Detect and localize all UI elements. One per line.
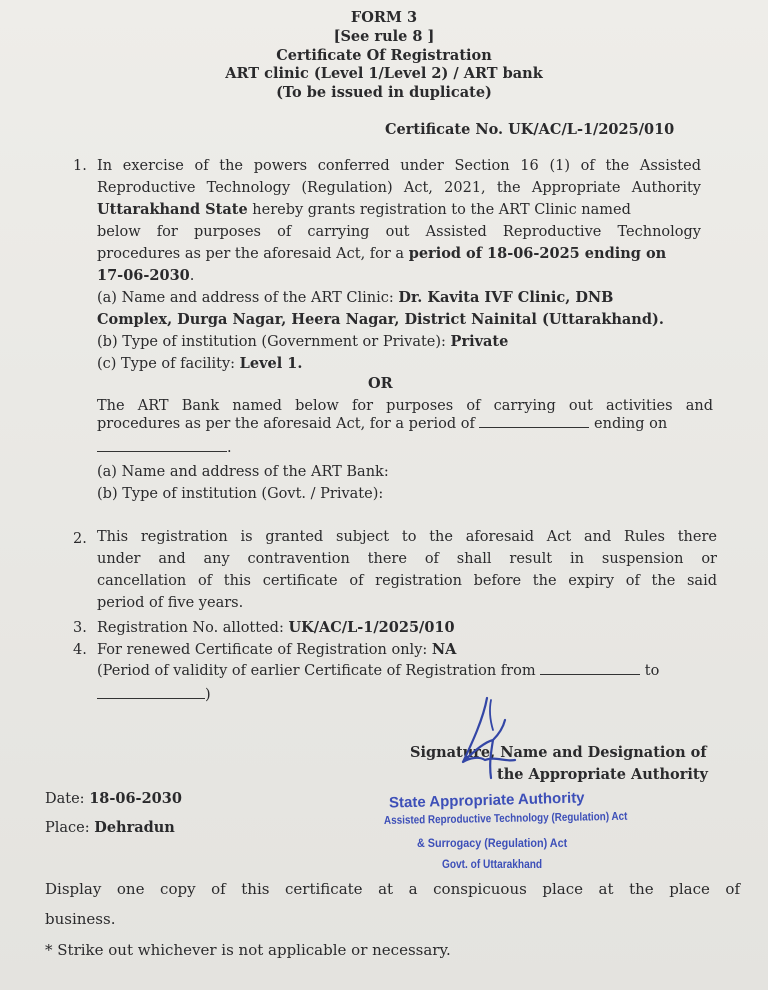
place-field — [45, 817, 175, 839]
or-separator: OR — [368, 375, 393, 392]
bank-text: . — [227, 440, 232, 456]
rule-reference: [See rule 8 ] — [333, 28, 435, 45]
item-2-number: 2. — [73, 531, 87, 547]
bank-text: ending on — [589, 416, 668, 432]
facility-type-field — [97, 353, 302, 375]
date-field — [45, 788, 182, 810]
bank-line — [97, 437, 232, 459]
item-2-line: This registration is granted subject to the aforesaid Act and Rules there — [97, 529, 717, 545]
renewal-text: to — [640, 663, 660, 679]
item-1-line — [97, 243, 666, 265]
field-label: For renewed Certificate of Registration only: — [97, 642, 432, 658]
field-value: UK/AC/L-1/2025/010 — [288, 619, 455, 636]
blank-line — [97, 439, 227, 452]
item-1-line: below for purposes of carrying out Assisted Reproductive Technology — [97, 224, 701, 240]
item-1-text: . — [189, 268, 195, 284]
field-value: Private — [450, 333, 509, 350]
duplicate-note: (To be issued in duplicate) — [276, 84, 492, 101]
field-label: (c) Type of facility: — [97, 356, 240, 372]
validity-end-date: 17-06-2030 — [97, 267, 190, 284]
field-label: (a) Name and address of the ART Clinic: — [97, 290, 399, 306]
display-instruction: business. — [45, 910, 116, 928]
handwritten-signature — [445, 690, 535, 790]
strike-note: * Strike out whichever is not applicable or necessary. — [45, 941, 451, 959]
renewal-text: ) — [205, 687, 211, 703]
clinic-address: Complex, Durga Nagar, Heera Nagar, District Nainital (Uttarakhand). — [97, 311, 664, 328]
field-label: Date: — [45, 791, 90, 807]
bank-line: The ART Bank named below for purposes of carrying out activities and — [97, 398, 713, 414]
registration-number-field — [97, 617, 455, 639]
stamp-title: State Appropriate Authority — [388, 789, 585, 812]
renewal-validity-line — [97, 684, 211, 706]
item-2-line: cancellation of this certificate of registration before the expiry of the said — [97, 573, 717, 589]
blank-line — [97, 686, 205, 699]
clinic-name-field — [97, 287, 613, 309]
bank-text: procedures as per the aforesaid Act, for a period of — [97, 416, 480, 432]
item-1-line — [97, 199, 631, 221]
item-2-line: under and any contravention there of shall result in suspension or — [97, 551, 717, 567]
document-title: Certificate Of Registration — [276, 47, 492, 64]
display-instruction: Display one copy of this certificate at a conspicuous place at the place of — [45, 880, 740, 898]
field-label: Registration No. allotted: — [97, 620, 289, 636]
field-value: Dr. Kavita IVF Clinic, DNB — [398, 289, 614, 306]
renewal-field — [97, 639, 456, 661]
validity-period: period of 18-06-2025 ending on — [408, 245, 667, 262]
signature-label: Signature, Name and Designation of — [410, 744, 707, 761]
authority-label: the Appropriate Authority — [497, 766, 708, 783]
item-1-text: hereby grants registration to the ART Clinic named — [247, 202, 631, 218]
field-value: NA — [431, 641, 457, 658]
blank-line — [540, 662, 640, 675]
item-1-line: Reproductive Technology (Regulation) Act, 2021, the Appropriate Authority — [97, 180, 701, 196]
field-value: Level 1. — [239, 355, 303, 372]
bank-line — [97, 413, 667, 435]
item-2-line: period of five years. — [97, 595, 244, 611]
bank-institution-field: (b) Type of institution (Govt. / Private): — [97, 486, 384, 502]
stamp-line: Govt. of Uttarakhand — [442, 859, 543, 871]
document-subtitle: ART clinic (Level 1/Level 2) / ART bank — [225, 65, 543, 82]
certificate-number: Certificate No. UK/AC/L-1/2025/010 — [385, 121, 675, 138]
item-1-line: In exercise of the powers conferred under Section 16 (1) of the Assisted — [97, 158, 701, 174]
item-1-text: procedures as per the aforesaid Act, for a — [97, 246, 409, 262]
blank-line — [479, 415, 589, 428]
item-1-number: 1. — [73, 158, 87, 174]
stamp-line: & Surrogacy (Regulation) Act — [417, 836, 568, 850]
item-3-number: 3. — [73, 620, 87, 636]
field-value: 18-06-2030 — [89, 790, 182, 807]
renewal-validity-line — [97, 660, 659, 682]
form-number: FORM 3 — [350, 9, 418, 26]
institution-type-field — [97, 331, 508, 353]
stamp-line: Assisted Reproductive Technology (Regulation) Act — [383, 810, 628, 827]
renewal-text: (Period of validity of earlier Certificate of Registration from — [97, 663, 541, 679]
field-label: (b) Type of institution (Government or Private): — [97, 334, 451, 350]
item-1-line — [97, 265, 194, 287]
authority-name: Uttarakhand State — [97, 201, 248, 218]
item-4-number: 4. — [73, 642, 87, 658]
bank-name-field: (a) Name and address of the ART Bank: — [97, 464, 389, 480]
field-value: Dehradun — [94, 819, 175, 836]
field-label: Place: — [45, 820, 95, 836]
